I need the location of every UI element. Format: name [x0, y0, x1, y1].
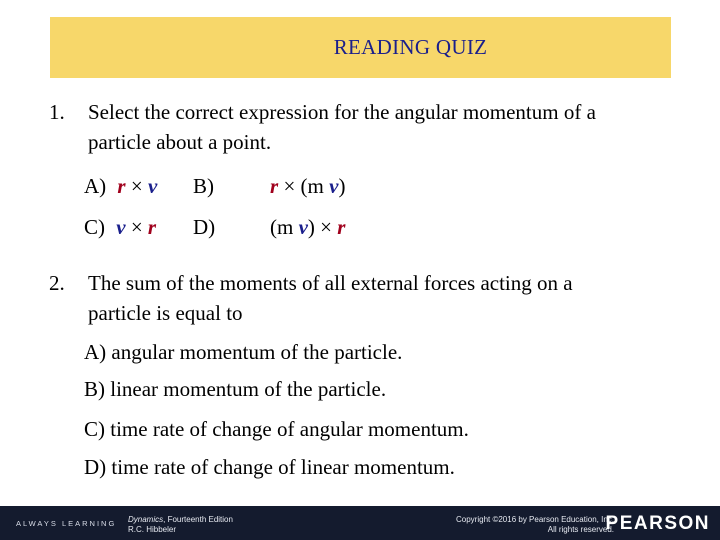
- option-2c: [84, 417, 469, 441]
- option-2a: [84, 340, 402, 364]
- footer-copyright: [456, 515, 614, 535]
- option-letter: A): [84, 174, 107, 198]
- option-letter: C): [84, 215, 105, 239]
- option-letter: B): [193, 174, 214, 198]
- option-2d: [84, 455, 455, 479]
- footer-author: R.C. Hibbeler: [128, 525, 177, 534]
- option-1a: [84, 174, 157, 198]
- pearson-logo: PEARSON: [605, 513, 710, 534]
- option-letter: B): [84, 377, 105, 401]
- option-1d-expression: [270, 215, 345, 239]
- option-letter: C): [84, 417, 105, 441]
- footer-copyright-line: Copyright ©2016 by Pearson Education, Inc.: [456, 515, 614, 524]
- question-number: 1.: [49, 100, 65, 124]
- question-text-line: The sum of the moments of all external forces acting on a: [88, 271, 573, 295]
- option-1d: [193, 215, 215, 239]
- footer-book-info: [128, 515, 233, 535]
- vector-r: r: [147, 215, 157, 239]
- option-1b: [193, 174, 214, 198]
- option-letter: A): [84, 340, 107, 364]
- title-banner: [50, 17, 671, 78]
- option-letter: D): [193, 215, 216, 239]
- option-text: time rate of change of angular momentum.: [110, 417, 469, 441]
- option-text: × (m: [278, 174, 330, 198]
- vector-v: v: [147, 174, 158, 198]
- vector-v: v: [329, 174, 339, 198]
- footer-copyright-line: All rights reserved.: [547, 525, 614, 534]
- option-1c: [84, 215, 156, 239]
- option-text: (m: [270, 215, 299, 239]
- option-text: time rate of change of linear momentum.: [111, 455, 455, 479]
- footer-bar: [0, 506, 720, 540]
- option-text: ×: [125, 174, 148, 198]
- option-letter: D): [84, 455, 107, 479]
- vector-r: r: [337, 215, 346, 239]
- option-text: ): [338, 174, 346, 198]
- option-text: linear momentum of the particle.: [110, 377, 387, 401]
- option-text: angular momentum of the particle.: [111, 340, 403, 364]
- footer-book-title: Dynamics: [128, 515, 164, 524]
- question-text-line: particle about a point.: [88, 130, 272, 154]
- question-text-line: particle is equal to: [88, 301, 243, 325]
- footer-tagline: ALWAYS LEARNING: [16, 519, 117, 528]
- vector-r: r: [270, 174, 279, 198]
- option-2b: [84, 377, 386, 401]
- option-1b-expression: [270, 174, 345, 198]
- page-title: READING QUIZ: [333, 35, 488, 59]
- question-number: 2.: [49, 271, 65, 295]
- vector-v: v: [298, 215, 308, 239]
- question-text-line: Select the correct expression for the angular momentum of a: [88, 100, 596, 124]
- vector-r: r: [117, 174, 126, 198]
- vector-v: v: [116, 215, 126, 239]
- option-text: ×: [125, 215, 148, 239]
- footer-book-edition: , Fourteenth Edition: [163, 515, 233, 524]
- option-text: ) ×: [307, 215, 338, 239]
